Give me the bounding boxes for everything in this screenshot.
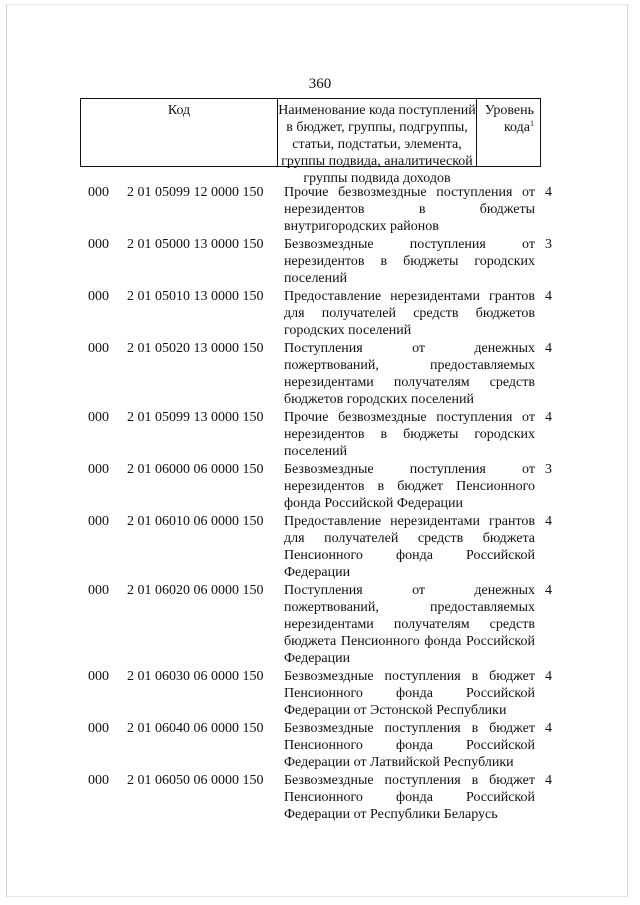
table-row xyxy=(88,720,558,772)
table-header xyxy=(80,98,541,186)
row-level: 3 xyxy=(545,237,552,252)
row-level: 4 xyxy=(545,583,552,598)
table-row xyxy=(88,288,558,340)
row-code: 2 01 06010 06 0000 150 xyxy=(127,514,264,529)
row-name: Прочие безвозмездные поступления от нерезидентов в бюджеты городских поселений xyxy=(284,410,535,459)
row-name: Безвозмездные поступления от нерезидентов в бюджеты городских поселений xyxy=(284,237,535,286)
header-name: Наименование кода поступлений в бюджет, группы, подгруппы, статьи, подстатьи, элемента, группы подвида, аналитической группы подвида доходов xyxy=(278,99,477,166)
row-level: 4 xyxy=(545,514,552,529)
table-row xyxy=(88,409,558,461)
header-level-label: Уровень кода xyxy=(484,103,534,135)
row-name: Поступления от денежных пожертвований, предоставляемых нерезидентами получателям средств бюджета Пенсионного фонда Российской Федерации xyxy=(284,583,535,666)
row-code: 2 01 05020 13 0000 150 xyxy=(127,341,264,356)
table-body xyxy=(88,184,558,824)
row-level: 4 xyxy=(545,773,552,788)
row-prefix: 000 xyxy=(88,583,109,598)
header-level xyxy=(477,99,540,166)
table-row xyxy=(88,668,558,720)
row-level: 3 xyxy=(545,462,552,477)
table-row xyxy=(88,461,558,513)
table-row xyxy=(88,772,558,824)
row-level: 4 xyxy=(545,341,552,356)
row-level: 4 xyxy=(545,721,552,736)
page-number: 360 xyxy=(308,76,332,92)
row-name: Безвозмездные поступления от нерезидентов в бюджет Пенсионного фонда Российской Федерации xyxy=(284,462,535,511)
row-code: 2 01 05010 13 0000 150 xyxy=(127,289,264,304)
row-code: 2 01 06040 06 0000 150 xyxy=(127,721,264,736)
row-prefix: 000 xyxy=(88,410,109,425)
row-level: 4 xyxy=(545,669,552,684)
table-row xyxy=(88,184,558,236)
table-row xyxy=(88,340,558,409)
row-name: Безвозмездные поступления в бюджет Пенсионного фонда Российской Федерации от Эстонской Республики xyxy=(284,669,535,718)
row-prefix: 000 xyxy=(88,185,109,200)
row-name: Безвозмездные поступления в бюджет Пенсионного фонда Российской Федерации от Латвийской Республики xyxy=(284,721,535,770)
row-prefix: 000 xyxy=(88,514,109,529)
row-code: 2 01 06020 06 0000 150 xyxy=(127,583,264,598)
row-code: 2 01 06050 06 0000 150 xyxy=(127,773,264,788)
row-code: 2 01 05099 12 0000 150 xyxy=(127,185,264,200)
row-prefix: 000 xyxy=(88,462,109,477)
row-name: Предоставление нерезидентами грантов для получателей средств бюджетов городских поселений xyxy=(284,289,535,338)
row-code: 2 01 05000 13 0000 150 xyxy=(127,237,264,252)
header-level-footnote: 1 xyxy=(530,119,534,128)
row-prefix: 000 xyxy=(88,773,109,788)
row-name: Поступления от денежных пожертвований, предоставляемых нерезидентами получателям средств бюджетов городских поселений xyxy=(284,341,535,407)
row-prefix: 000 xyxy=(88,237,109,252)
header-kod: Код xyxy=(81,99,278,166)
row-name: Безвозмездные поступления в бюджет Пенсионного фонда Российской Федерации от Республики Беларусь xyxy=(284,773,535,822)
row-level: 4 xyxy=(545,289,552,304)
table-row xyxy=(88,582,558,668)
row-name: Предоставление нерезидентами грантов для получателей средств бюджета Пенсионного фонда Российской Федерации xyxy=(284,514,535,580)
row-code: 2 01 06030 06 0000 150 xyxy=(127,669,264,684)
row-prefix: 000 xyxy=(88,669,109,684)
row-prefix: 000 xyxy=(88,341,109,356)
row-level: 4 xyxy=(545,410,552,425)
row-name: Прочие безвозмездные поступления от нерезидентов в бюджеты внутригородских районов xyxy=(284,185,535,234)
row-prefix: 000 xyxy=(88,289,109,304)
row-code: 2 01 05099 13 0000 150 xyxy=(127,410,264,425)
row-prefix: 000 xyxy=(88,721,109,736)
table-row xyxy=(88,513,558,582)
row-level: 4 xyxy=(545,185,552,200)
row-code: 2 01 06000 06 0000 150 xyxy=(127,462,264,477)
table-row xyxy=(88,236,558,288)
